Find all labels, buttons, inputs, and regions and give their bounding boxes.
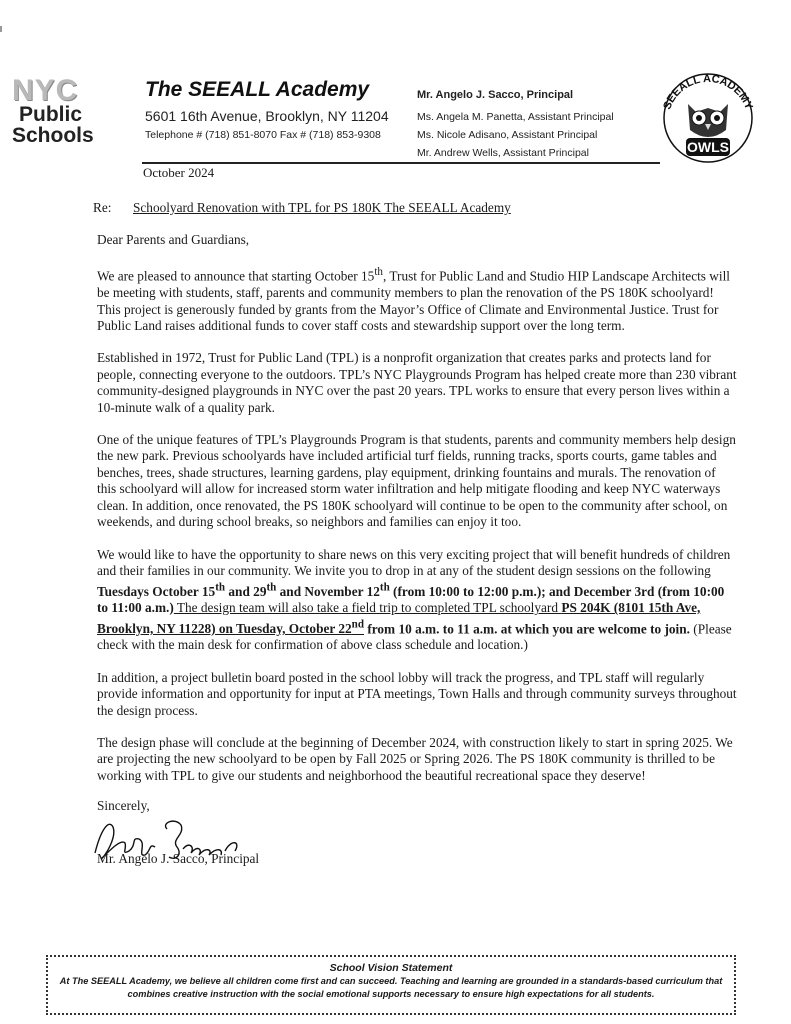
admin-ap-3: Mr. Andrew Wells, Assistant Principal [417,147,589,159]
admin-principal: Mr. Angelo J. Sacco, Principal [417,89,574,101]
scan-mark [0,26,2,32]
header-divider [142,162,660,164]
owl-mascot-logo [658,72,758,164]
vision-statement-box [46,955,736,1015]
logo-schools: Schools [12,124,94,147]
school-name: The SEEALL Academy [145,78,370,101]
paragraph-1: We are pleased to announce that starting October 15th, Trust for Public Land and Studio HIP Landscape Architects will be meeting with students, staff, parents and community members to plan the renovation of the PS 180K schoolyard! This project is generously funded by grants from the Mayor’s Office of Climate and Environmental Justice. Trust for Public Land raises additional funds to cover staff costs and stewardship support over the long term. [97,266,730,334]
school-phone: Telephone # (718) 851-8070 Fax # (718) 853-9308 [145,129,381,141]
administrators-list [417,86,657,162]
paragraph-2: Established in 1972, Trust for Public Land (TPL) is a nonprofit organization that creates parks and protects land for people, connecting everyone to the outdoors. TPL’s NYC Playgrounds Program has helped create more than 230 vibrant community-designed playgrounds in NYC over the past 20 years. TPL works to ensure that every person lives within a 10-minute walk of a quality park. [97,350,737,415]
nyc-public-schools-logo [12,74,140,147]
closing: Sincerely, [97,798,150,814]
salutation: Dear Parents and Guardians, [97,232,250,247]
paragraph-3: One of the unique features of TPL’s Playgrounds Program is that students, parents and community members help design the new park. Previous schoolyards have included artificial turf fields, running tracks, sports courts, game tables and benches, trees, shade structures, learning gardens, play equipment, drinking fountains and murals. The renovation of this schoolyard will allow for increased storm water infiltration and help mitigate flooding and keep NYC waterways clean. In addition, once renovated, the PS 180K schoolyard will continue to be open to the community after school, on weekends, and during school breaks, so neighbors and families can enjoy it too. [97,432,736,530]
svg-text:SEEALL ACADEMY [661,73,755,112]
logo-nyc: NYC [12,74,79,107]
letter-body [93,200,737,877]
vision-text: At The SEEALL Academy, we believe all children come first and can succeed. Teaching and learning are grounded in a standards-based curriculum that combines creative instruction with the social emotional supports necessary to ensure high expectations for all students. [59,976,723,999]
school-address: 5601 16th Avenue, Brooklyn, NY 11204 [145,108,389,124]
signature-block [97,815,737,877]
signature-name: Mr. Angelo J. Sacco, Principal [97,850,260,866]
logo-public: Public [19,103,83,126]
re-label: Re: [93,200,112,215]
admin-ap-2: Ms. Nicole Adisano, Assistant Principal [417,129,598,141]
vision-title: School Vision Statement [329,962,453,974]
paragraph-6: The design phase will conclude at the beginning of December 2024, with construction likely to start in spring 2025. We are projecting the new schoolyard to be open by Fall 2025 or Spring 2026. The PS 180K community is thrilled to be working with TPL to give our students and neighborhood the beautiful recreational space they deserve! [97,735,733,783]
admin-ap-1: Ms. Angela M. Panetta, Assistant Principal [417,111,614,123]
paragraph-4: We would like to have the opportunity to share news on this very exciting project that will benefit hundreds of children and their families in our community. We invite you to drop in at any of the student design sessions on the following Tuesdays October 15th and 29th and November 12th (from 10:00 to 12:00 p.m.); and December 3rd (from 10:00 to 11:00 a.m.) The design team will also take a field trip to completed TPL schoolyard PS 204K (8101 15th Ave, Brooklyn, NY 11228) on Tuesday, October 22nd from 10 a.m. to 11 a.m. at which you are welcome to join. (Please check with the main desk for confirmation of above class schedule and location.) [97,546,732,653]
paragraph-5: In addition, a project bulletin board posted in the school lobby will track the progress, and TPL staff will regularly provide information and opportunity for input at PTA meetings, Town Halls and through community surveys throughout the design process. [97,669,737,718]
subject-line [93,200,737,218]
re-subject: Schoolyard Renovation with TPL for PS 180K The SEEALL Academy [133,200,511,215]
letter-date: October 2024 [143,165,215,180]
mascot-top-text: SEEALL ACADEMY [661,72,755,112]
mascot-bottom-text: OWLS [687,139,729,155]
school-info [145,78,415,141]
